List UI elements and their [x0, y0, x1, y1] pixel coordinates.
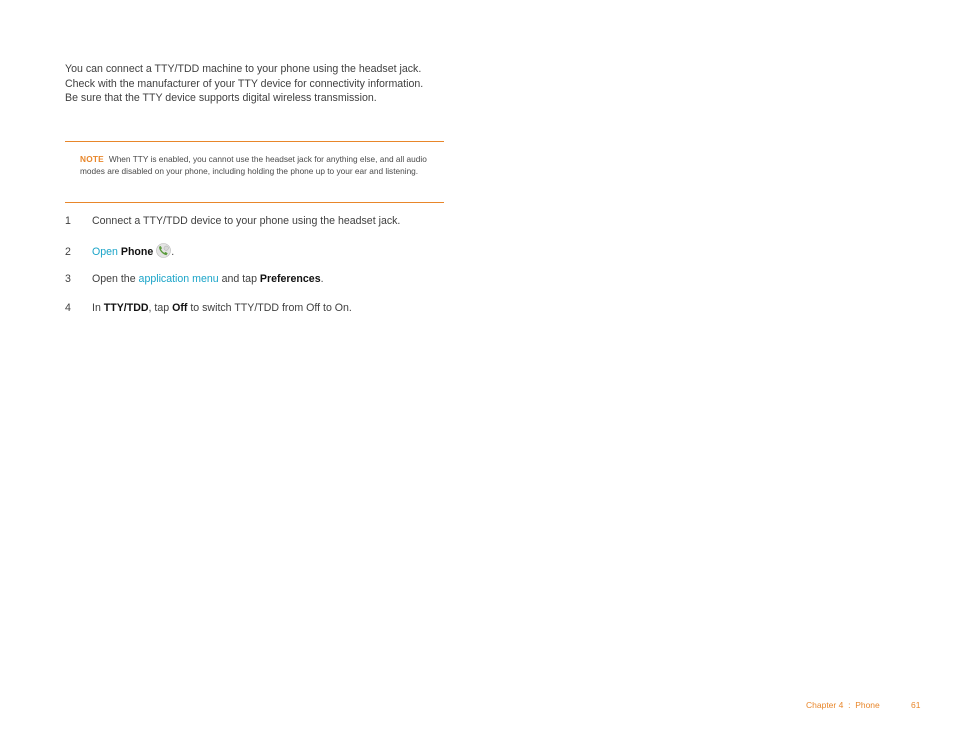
step-text-pre: In — [92, 302, 101, 314]
step-end: to switch TTY/TDD from Off to On. — [190, 302, 352, 314]
preferences-label: Preferences — [259, 273, 321, 285]
phone-app-icon — [156, 243, 171, 262]
step-2 — [65, 243, 174, 262]
step-number: 2 — [65, 246, 71, 258]
step-text-mid: and tap — [221, 273, 257, 285]
footer-chapter-label: Chapter 4 — [806, 700, 844, 710]
open-link[interactable]: Open — [92, 246, 118, 258]
step-3 — [65, 272, 324, 286]
tty-tdd-label: TTY/TDD — [103, 302, 149, 314]
step-text-pre: Open the — [92, 273, 136, 285]
note-text: When TTY is enabled, you cannot use the headset jack for anything else, and all audio modes are disabled on your phone, including holding the phone up to your ear and listening. — [80, 154, 427, 177]
note-label: NOTE — [80, 154, 104, 164]
step-end: . — [171, 246, 175, 258]
step-number: 3 — [65, 273, 71, 285]
intro-paragraph: You can connect a TTY/TDD machine to your phone using the headset jack. Check with the manufacturer of your TTY device for connectivity information. Be sure that the TTY device supports digital wireless transmission. — [65, 63, 424, 104]
footer-chapter — [806, 700, 880, 710]
step-1 — [65, 214, 400, 228]
off-label: Off — [172, 302, 188, 314]
step-end: . — [320, 273, 324, 285]
note-bottom-rule — [65, 202, 444, 203]
step-4 — [65, 301, 352, 315]
phone-app-name: Phone — [120, 246, 154, 258]
application-menu-link[interactable]: application menu — [138, 273, 219, 285]
footer-section: Phone — [855, 700, 880, 710]
note-box — [80, 153, 436, 178]
step-text: Connect a TTY/TDD device to your phone using the headset jack. — [92, 215, 401, 227]
step-text-mid: , tap — [148, 302, 170, 314]
step-number: 1 — [65, 215, 71, 227]
footer-separator: : — [848, 700, 851, 710]
page-number: 61 — [911, 700, 921, 710]
note-top-rule — [65, 141, 444, 142]
step-number: 4 — [65, 302, 71, 314]
